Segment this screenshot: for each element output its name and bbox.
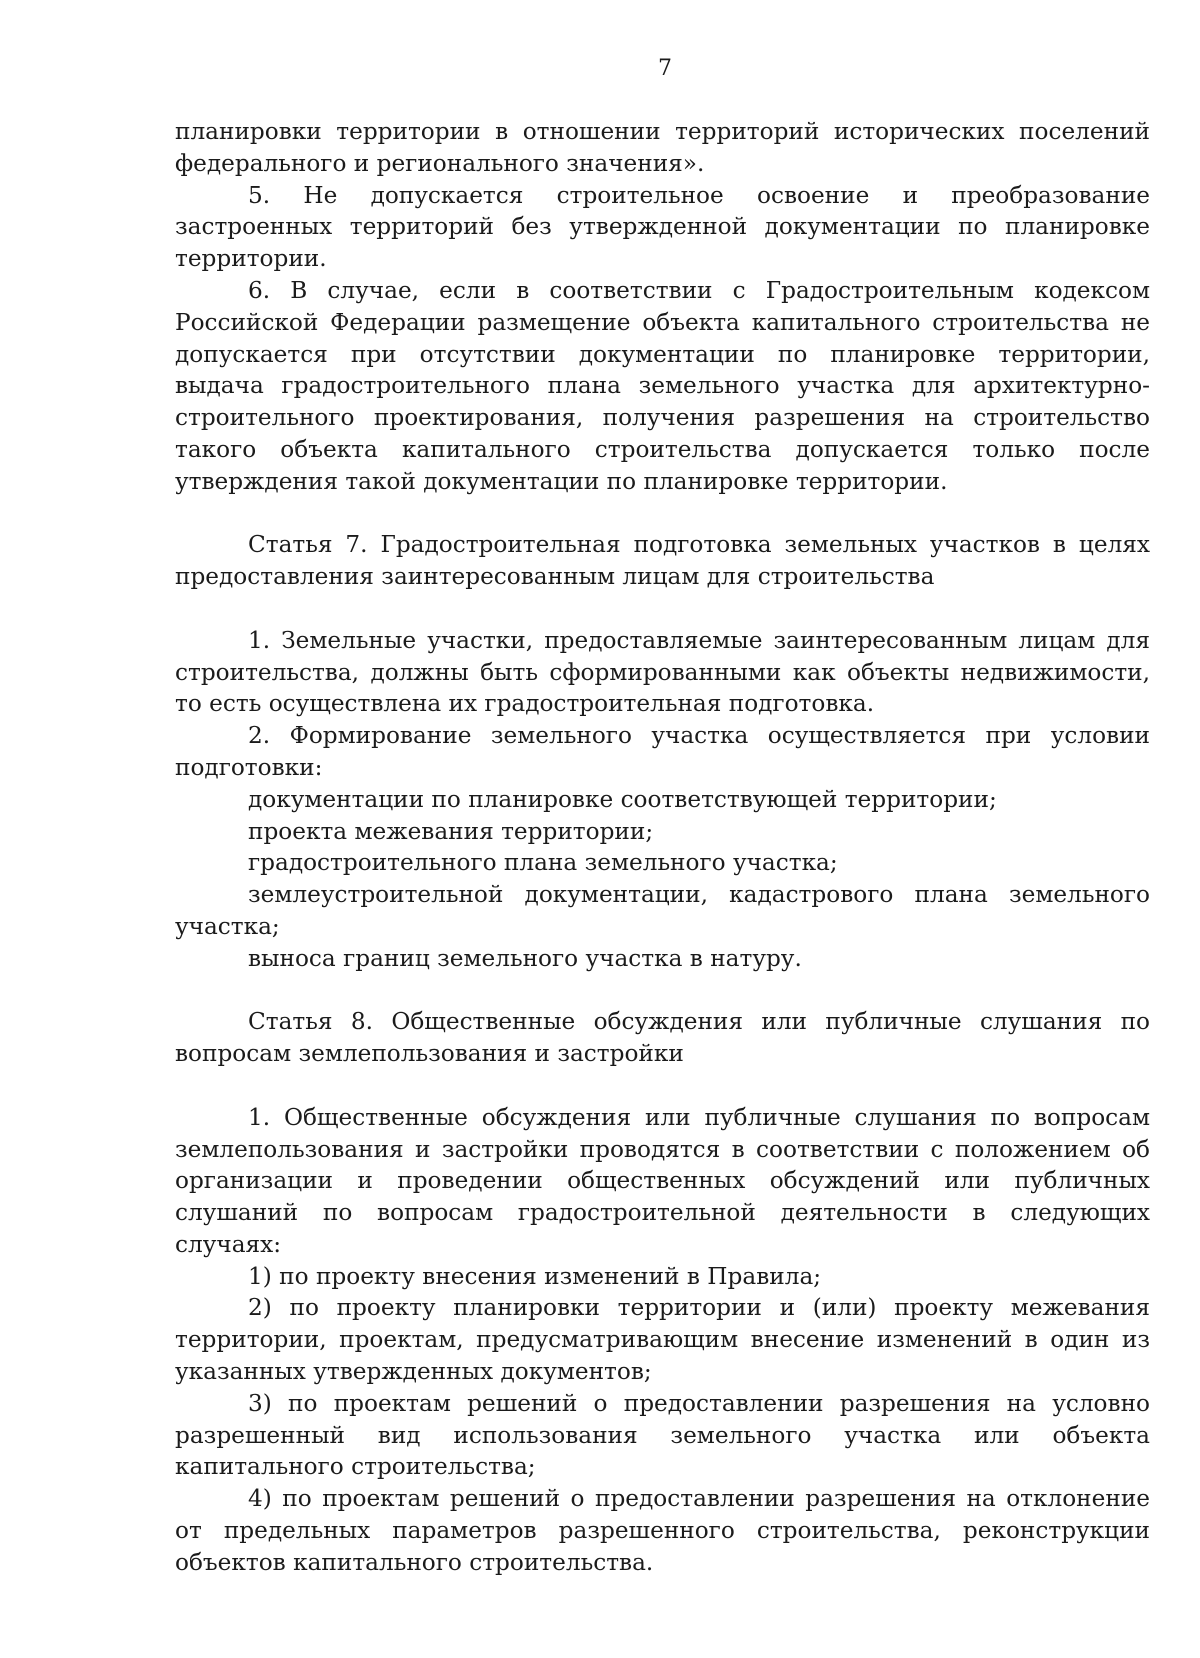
document-body: [175, 116, 1150, 1579]
article-7-title: Статья 7. Градостроительная подготовка земельных участков в целях предоставления заинтересованным лицам для строительства: [175, 531, 1150, 591]
article-8-list-item: 2) по проекту планировки территории и (или) проекту межевания территории, проектам, предусматривающим внесение изменений в один из указанных утвержденных документов;: [175, 1294, 1150, 1386]
article-8-title: Статья 8. Общественные обсуждения или публичные слушания по вопросам землепользования и застройки: [175, 1008, 1150, 1068]
paragraph-5: 5. Не допускается строительное освоение и преобразование застроенных территорий без утвержденной документации по планировке территории.: [175, 181, 1150, 273]
article-7-paragraph-2: 2. Формирование земельного участка осуществляется при условии подготовки:: [175, 722, 1150, 781]
paragraph-continuation: планировки территории в отношении территорий исторических поселений федерального и регионального значения».: [175, 118, 1150, 177]
spacer: [175, 593, 1150, 625]
article-8-paragraph-1: 1. Общественные обсуждения или публичные слушания по вопросам землепользования и застройки проводятся в соответствии с положением об организации и проведении общественных обсуждений или публичных слушаний по вопросам градостроительной деятельности в следующих случаях:: [175, 1103, 1150, 1258]
spacer: [175, 498, 1150, 530]
spacer: [175, 975, 1150, 1007]
page-number: 7: [658, 56, 672, 81]
paragraph-6: 6. В случае, если в соответствии с Градостроительным кодексом Российской Федерации размещение объекта капитального строительства не допускается при отсутствии документации по планировке территории, выдача градостроительного плана земельного участка для архитектурно-строительного проектирования, получения разрешения на строительство такого объекта капитального строительства допускается только после утверждения такой документации по планировке территории.: [175, 276, 1150, 495]
article-7-list-item: документации по планировке соответствующей территории;: [248, 785, 997, 813]
article-7-list-item: выноса границ земельного участка в натуру.: [248, 944, 802, 972]
article-8-list-item: 1) по проекту внесения изменений в Правила;: [248, 1262, 822, 1290]
article-8-list-item: 4) по проектам решений о предоставлении разрешения на отклонение от предельных параметров разрешенного строительства, реконструкции объектов капитального строительства.: [175, 1485, 1150, 1576]
article-7-list-item: проекта межевания территории;: [248, 817, 654, 845]
article-8-list-item: 3) по проектам решений о предоставлении разрешения на условно разрешенный вид использования земельного участка или объекта капитального строительства;: [175, 1389, 1150, 1481]
spacer: [175, 1070, 1150, 1102]
article-7-list-item: землеустроительной документации, кадастрового плана земельного участка;: [175, 881, 1150, 940]
article-7-list-item: градостроительного плана земельного участка;: [248, 849, 838, 877]
article-7-paragraph-1: 1. Земельные участки, предоставляемые заинтересованным лицам для строительства, должны быть сформированными как объекты недвижимости, то есть осуществлена их градостроительная подготовка.: [175, 626, 1150, 718]
